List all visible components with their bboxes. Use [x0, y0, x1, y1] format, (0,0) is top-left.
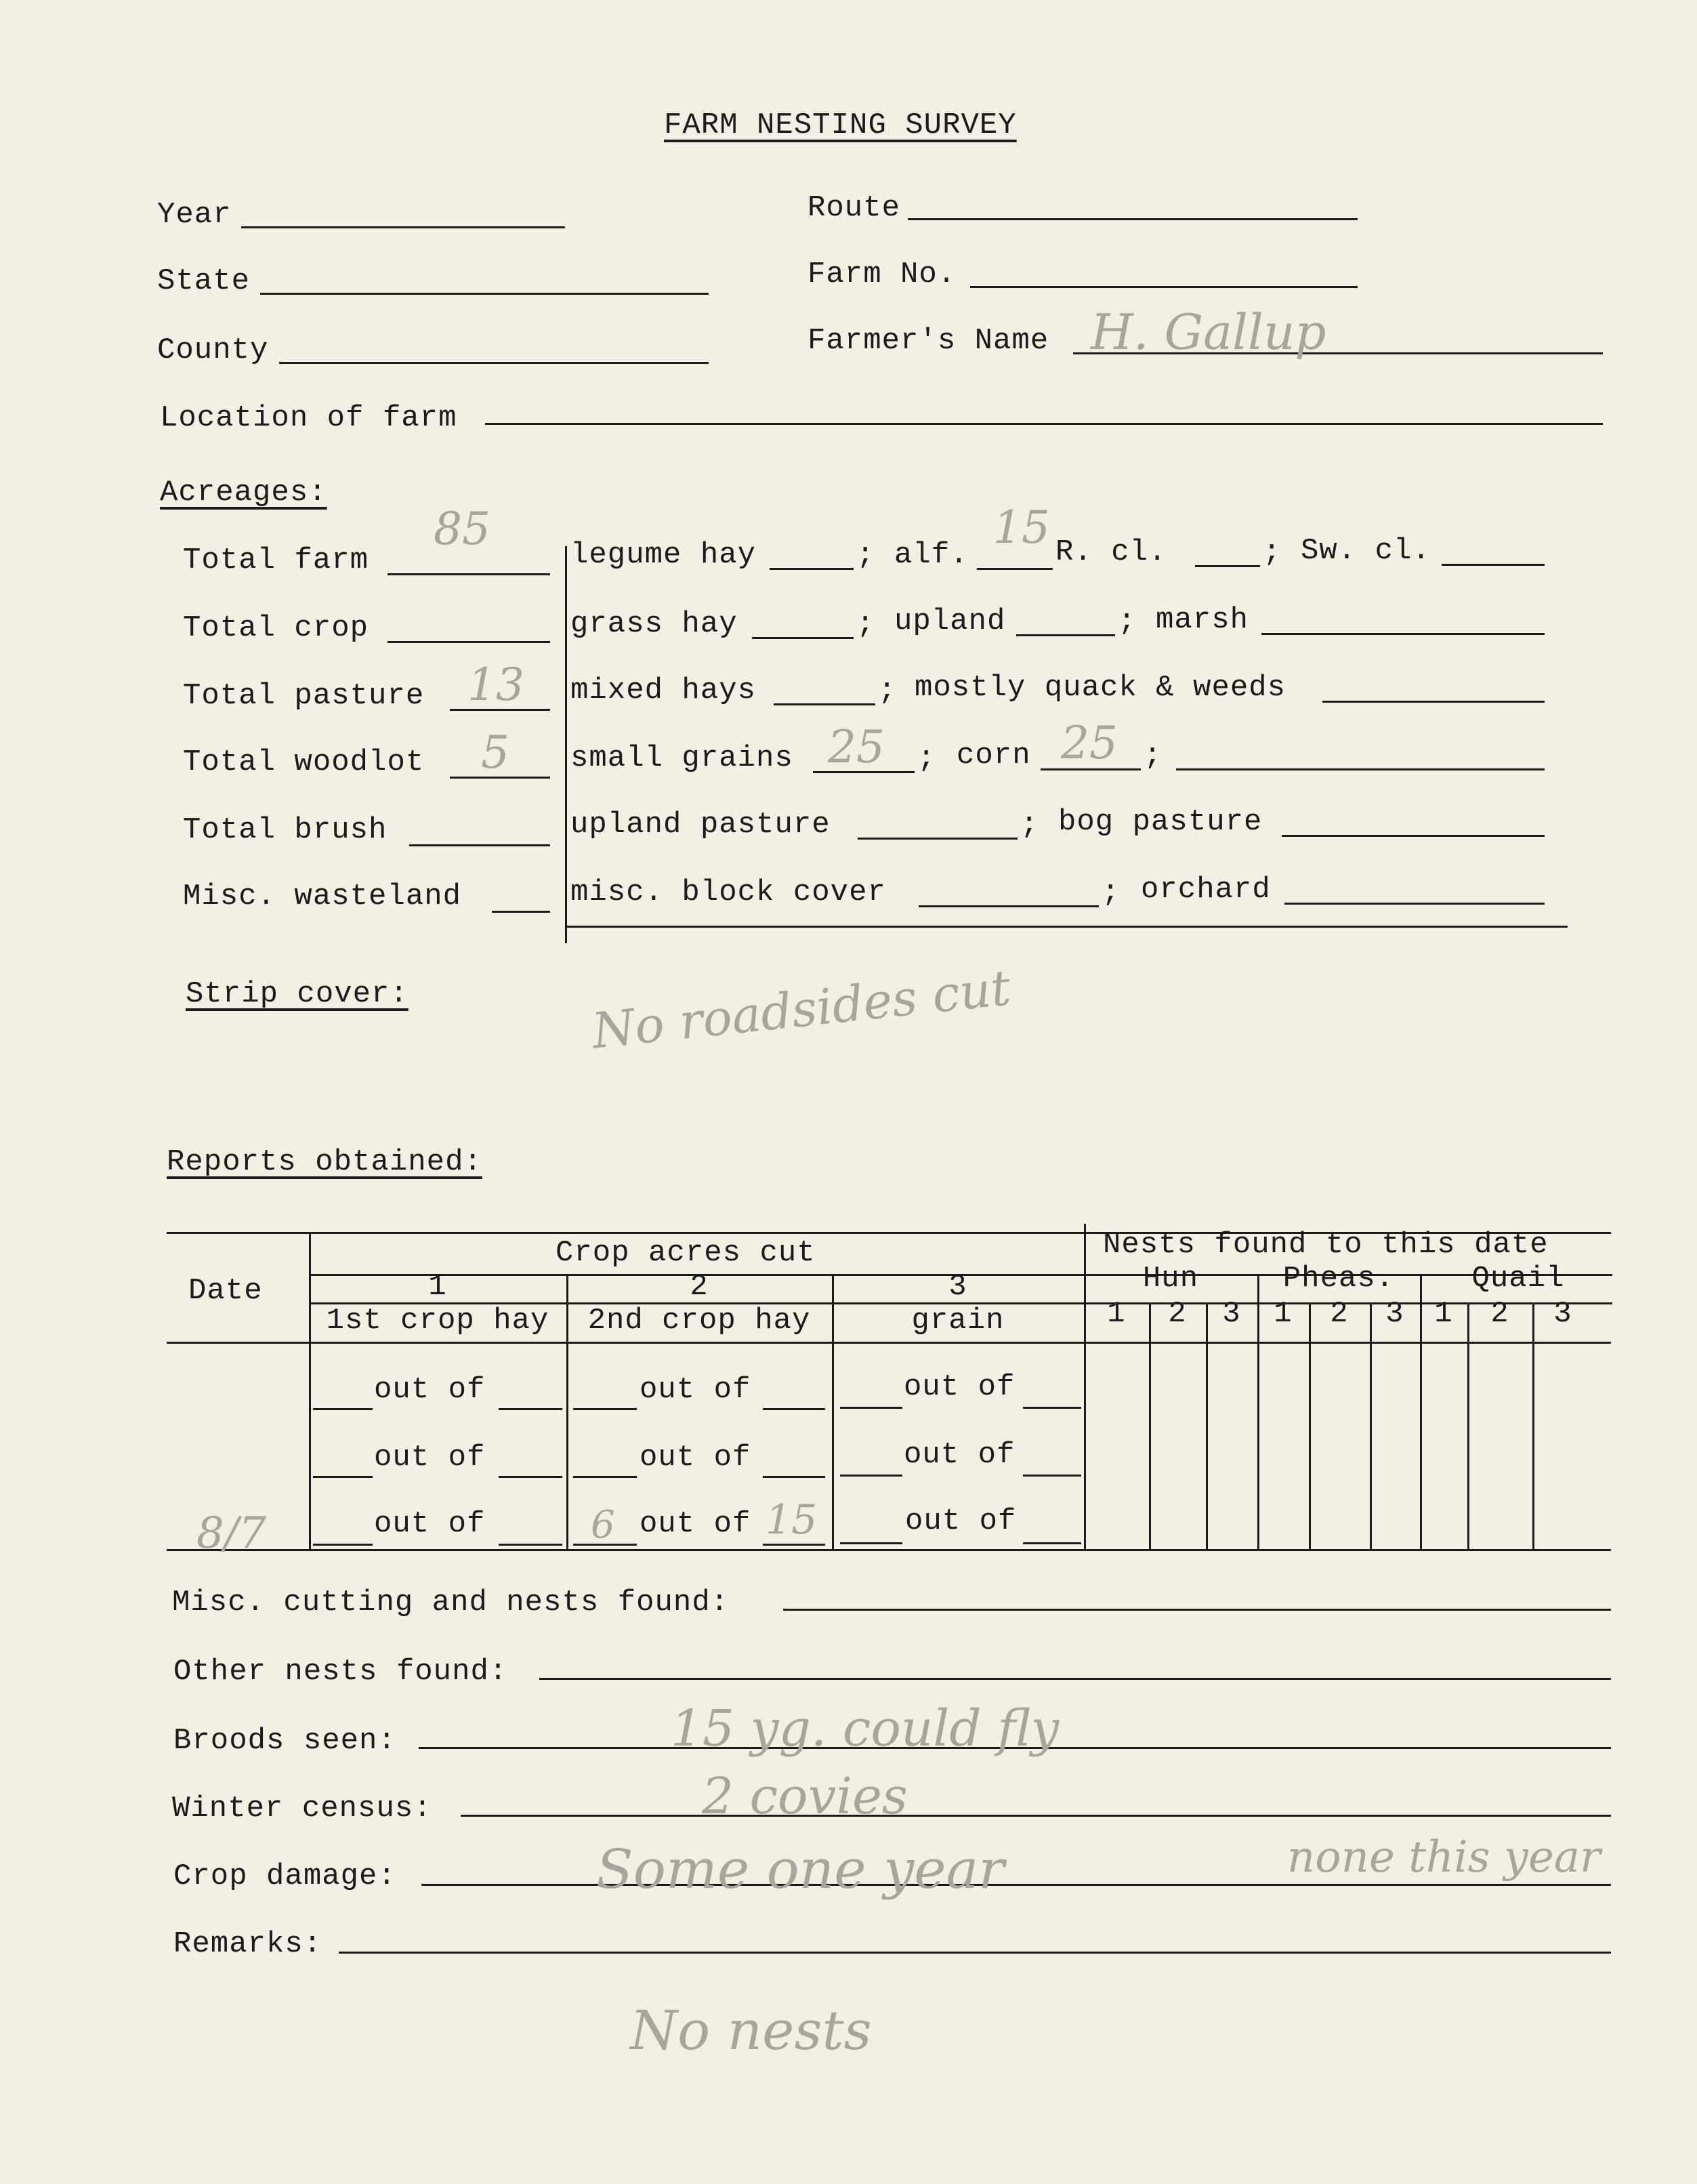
table-row: out of [905, 1504, 1017, 1538]
acreages-bottom-rule [565, 926, 1568, 928]
crop-col-3-num: 3 [948, 1270, 967, 1304]
remarks-field[interactable] [339, 1952, 1611, 1954]
total-farm-label: Total farm [183, 543, 369, 577]
winter-census-label: Winter census: [172, 1792, 432, 1826]
farmers-name-label: Farmer's Name [808, 324, 1049, 358]
crop-col-3-name: grain [911, 1304, 1005, 1338]
small-grains-value: 25 [828, 721, 885, 773]
state-field[interactable] [260, 293, 709, 295]
total-brush-field[interactable] [409, 844, 550, 846]
remarks-label: Remarks: [173, 1927, 322, 1961]
table-row: out of [904, 1438, 1015, 1472]
misc-block-cover-label: misc. block cover [570, 875, 886, 909]
r3c2-cut-value: 6 [591, 1503, 615, 1547]
legume-hay-field[interactable] [770, 568, 854, 570]
separator: ; [1144, 739, 1162, 772]
upland-pasture-field[interactable] [858, 838, 1018, 840]
orchard-field[interactable] [1284, 903, 1545, 905]
table-col-rule [1206, 1304, 1208, 1550]
crop-col-2-name: 2nd crop hay [587, 1304, 811, 1338]
other-nests-label: Other nests found: [173, 1655, 508, 1689]
quail-col-1: 1 [1434, 1297, 1453, 1331]
winter-census-field[interactable] [461, 1815, 1611, 1817]
route-label: Route [808, 191, 901, 225]
r1c3-cut[interactable] [840, 1407, 902, 1409]
location-label: Location of farm [160, 401, 457, 435]
r2c2-cut[interactable] [573, 1476, 637, 1478]
r3c1-cut[interactable] [313, 1544, 373, 1546]
crop-damage-label: Crop damage: [173, 1859, 396, 1893]
hun-col-3: 3 [1222, 1297, 1241, 1331]
separator: ; [1263, 535, 1282, 569]
table-col-rule [1467, 1304, 1469, 1550]
report-date-value: 8/7 [196, 1508, 266, 1559]
misc-block-cover-field[interactable] [919, 905, 1099, 907]
upland-pasture-label: upland pasture [570, 808, 831, 842]
county-label: County [157, 333, 269, 367]
r3c3-cut[interactable] [840, 1542, 902, 1544]
sw-cl-field[interactable] [1442, 564, 1545, 566]
broods-seen-label: Broods seen: [173, 1724, 396, 1758]
year-field[interactable] [241, 226, 565, 228]
legume-hay-label: legume hay [570, 538, 757, 572]
route-field[interactable] [908, 218, 1358, 220]
corn-label: corn [957, 739, 1031, 772]
misc-wasteland-label: Misc. wasteland [183, 880, 462, 913]
grass-hay-label: grass hay [570, 607, 738, 641]
farm-no-field[interactable] [970, 286, 1358, 288]
crop-col-1-name: 1st crop hay [326, 1304, 549, 1338]
table-row: out of [374, 1507, 486, 1541]
table-row: out of [640, 1373, 751, 1407]
hun-col-1: 1 [1107, 1297, 1126, 1331]
mostly-quack-label: mostly quack & weeds [915, 671, 1286, 705]
total-pasture-value: 13 [467, 659, 524, 711]
r1c2-cut[interactable] [573, 1408, 637, 1410]
strip-cover-note: No roadsides cut [589, 959, 1013, 1060]
table-row: out of [374, 1441, 486, 1475]
separator: ; [878, 674, 897, 707]
misc-cutting-label: Misc. cutting and nests found: [172, 1586, 730, 1620]
alf-label: alf. [894, 538, 969, 572]
species-pheas: Pheas. [1282, 1262, 1395, 1296]
corn-value: 25 [1061, 717, 1118, 769]
r2c2-total[interactable] [763, 1476, 825, 1478]
table-col-rule [1149, 1304, 1151, 1550]
crop-damage-value: Some one year [596, 1838, 1005, 1901]
bog-pasture-label: bog pasture [1058, 805, 1263, 839]
farmers-name-value: H. Gallup [1091, 304, 1326, 360]
total-crop-label: Total crop [183, 611, 369, 645]
total-pasture-label: Total pasture [183, 679, 425, 713]
r2c3-total[interactable] [1023, 1475, 1081, 1477]
r-cl-field[interactable] [1195, 565, 1260, 567]
upland-label: upland [894, 604, 1006, 638]
crop-acres-cut-header: Crop acres cut [556, 1236, 816, 1270]
farm-no-label: Farm No. [808, 257, 957, 291]
table-col-rule [1532, 1304, 1534, 1550]
pheas-col-2: 2 [1330, 1297, 1349, 1331]
broods-seen-value: 15 yg. could fly [671, 1699, 1060, 1758]
other-nests-field[interactable] [539, 1678, 1611, 1680]
mostly-quack-field[interactable] [1322, 701, 1545, 703]
small-grains-label: small grains [570, 741, 793, 775]
separator: ; [1020, 808, 1039, 842]
table-col-rule [1309, 1304, 1311, 1550]
crop-col-2-num: 2 [690, 1270, 709, 1304]
crop-col-1-num: 1 [428, 1270, 447, 1304]
orchard-label: orchard [1141, 873, 1271, 907]
separator: ; [856, 607, 875, 641]
misc-wasteland-field[interactable] [492, 911, 550, 913]
r2c1-cut[interactable] [313, 1476, 373, 1478]
r3c1-total[interactable] [499, 1544, 562, 1546]
winter-census-value: 2 covies [702, 1767, 908, 1826]
pheas-col-3: 3 [1385, 1297, 1404, 1331]
acreages-divider [565, 546, 567, 943]
crop-damage-value-2: none this year [1287, 1832, 1601, 1882]
strip-cover-label: Strip cover: [186, 977, 408, 1011]
table-row: out of [640, 1441, 751, 1475]
nests-header: Nests found to this date [1103, 1228, 1549, 1262]
r3c2-total[interactable] [763, 1544, 825, 1546]
marsh-field[interactable] [1261, 633, 1545, 635]
total-woodlot-label: Total woodlot [183, 745, 425, 779]
quail-col-2: 2 [1490, 1297, 1509, 1331]
mixed-hays-label: mixed hays [570, 674, 757, 707]
pheas-col-1: 1 [1274, 1297, 1293, 1331]
separator: ; [1102, 875, 1120, 909]
r1c1-cut[interactable] [313, 1408, 373, 1410]
total-brush-label: Total brush [183, 813, 387, 847]
county-field[interactable] [279, 362, 709, 364]
state-label: State [157, 264, 251, 298]
total-farm-value: 85 [434, 503, 490, 555]
table-row: out of [640, 1507, 751, 1541]
r3c3-total[interactable] [1023, 1542, 1081, 1544]
misc-cutting-field[interactable] [783, 1609, 1611, 1611]
page-title: FARM NESTING SURVEY [664, 108, 1017, 142]
acreages-heading: Acreages: [160, 476, 327, 510]
date-header: Date [188, 1274, 263, 1308]
total-farm-field[interactable] [387, 573, 550, 575]
sw-cl-label: Sw. cl. [1301, 534, 1431, 568]
table-row: out of [904, 1370, 1015, 1404]
marsh-label: marsh [1156, 603, 1249, 637]
table-bottom-rule [167, 1549, 1611, 1551]
r3c2-total-value: 15 [766, 1496, 818, 1544]
table-row: out of [374, 1373, 486, 1407]
species-quail: Quail [1471, 1262, 1565, 1296]
r-cl-label: R. cl. [1055, 535, 1167, 569]
reports-heading: Reports obtained: [167, 1145, 482, 1179]
remarks-value: No nests [630, 1999, 872, 2062]
r1c2-total[interactable] [763, 1408, 825, 1410]
mixed-hays-field[interactable] [774, 703, 875, 705]
r2c3-cut[interactable] [840, 1475, 902, 1477]
r2c1-total[interactable] [499, 1476, 562, 1478]
r1c1-total[interactable] [499, 1408, 562, 1410]
alf-field[interactable] [977, 568, 1053, 570]
table-header-rule [167, 1342, 1611, 1344]
r1c3-total[interactable] [1023, 1407, 1081, 1409]
total-woodlot-value: 5 [481, 726, 509, 779]
table-col-rule [1370, 1304, 1372, 1550]
upland-field[interactable] [1016, 634, 1115, 636]
hun-col-2: 2 [1168, 1297, 1187, 1331]
location-field[interactable] [485, 423, 1603, 425]
separator: ; [856, 538, 875, 572]
grass-hay-field[interactable] [752, 637, 854, 639]
species-hun: Hun [1142, 1262, 1199, 1296]
quail-col-3: 3 [1553, 1297, 1572, 1331]
corn-extra-field[interactable] [1176, 768, 1545, 770]
alf-value: 15 [993, 501, 1050, 554]
total-crop-field[interactable] [387, 641, 550, 643]
separator: ; [1118, 604, 1137, 638]
separator: ; [917, 741, 936, 775]
year-label: Year [157, 198, 232, 232]
bog-pasture-field[interactable] [1282, 835, 1545, 837]
